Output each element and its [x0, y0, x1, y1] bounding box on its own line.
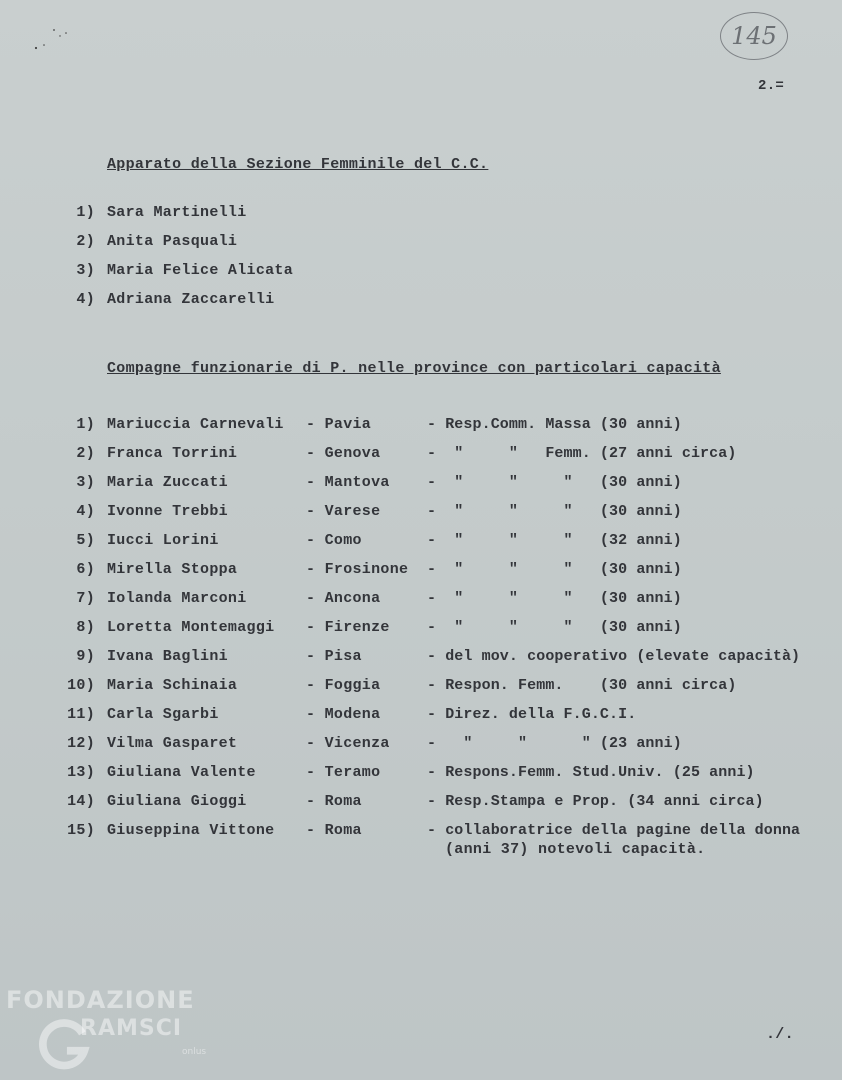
row-name: Giuseppina Vittone [107, 822, 275, 839]
row-note: - " " Femm. (27 anni circa) [427, 445, 737, 462]
row-city: - Frosinone [306, 561, 409, 578]
row-city: - Genova [306, 445, 381, 462]
list-item-name: Maria Felice Alicata [107, 262, 294, 279]
row-name: Ivonne Trebbi [107, 503, 228, 520]
row-note: - " " " (23 anni) [427, 735, 682, 752]
row-name: Maria Schinaia [107, 677, 238, 694]
row-name: Iolanda Marconi [107, 590, 247, 607]
row-name: Maria Zuccati [107, 474, 228, 491]
row-number: 13) [67, 764, 95, 781]
row-name: Iucci Lorini [107, 532, 219, 549]
row-note: - Direz. della F.G.C.I. [427, 706, 637, 723]
continuation-mark: ./. [766, 1026, 794, 1043]
watermark-logo [6, 986, 207, 1057]
page-number: 2.= [758, 78, 785, 94]
section-heading-compagne: Compagne funzionarie di P. nelle province con particolari capacità [107, 360, 721, 377]
row-number: 9) [76, 648, 95, 665]
list-item-name: Adriana Zaccarelli [107, 291, 275, 308]
row-city: - Firenze [306, 619, 390, 636]
list-item-name: Sara Martinelli [107, 204, 247, 221]
row-note: - " " " (30 anni) [427, 590, 682, 607]
row-note-continued: (anni 37) notevoli capacità. [445, 841, 706, 858]
row-number: 12) [67, 735, 95, 752]
list-item-number: 1) [76, 204, 95, 221]
ink-specks [30, 24, 80, 54]
row-city: - Roma [306, 822, 362, 839]
row-note: - Resp.Comm. Massa (30 anni) [427, 416, 682, 433]
list-item-number: 4) [76, 291, 95, 308]
row-name: Mirella Stoppa [107, 561, 238, 578]
row-city: - Vicenza [306, 735, 390, 752]
row-number: 1) [76, 416, 95, 433]
row-number: 5) [76, 532, 95, 549]
row-number: 3) [76, 474, 95, 491]
section-heading-apparato: Apparato della Sezione Femminile del C.C. [107, 156, 489, 173]
row-note: - Respon. Femm. (30 anni circa) [427, 677, 737, 694]
row-city: - Pavia [306, 416, 372, 433]
row-number: 4) [76, 503, 95, 520]
list-item-number: 3) [76, 262, 95, 279]
row-name: Mariuccia Carnevali [107, 416, 284, 433]
row-note: - " " " (32 anni) [427, 532, 682, 549]
row-name: Franca Torrini [107, 445, 238, 462]
row-number: 10) [67, 677, 95, 694]
row-note: - " " " (30 anni) [427, 619, 682, 636]
row-note: - del mov. cooperativo (elevate capacità) [427, 648, 801, 665]
row-number: 15) [67, 822, 95, 839]
folio-stamp: 145 [720, 12, 788, 60]
row-city: - Pisa [306, 648, 362, 665]
row-name: Ivana Baglini [107, 648, 228, 665]
row-city: - Ancona [306, 590, 381, 607]
row-city: - Como [306, 532, 362, 549]
row-name: Giuliana Valente [107, 764, 256, 781]
row-number: 8) [76, 619, 95, 636]
row-note: - " " " (30 anni) [427, 503, 682, 520]
row-city: - Mantova [306, 474, 390, 491]
row-name: Loretta Montemaggi [107, 619, 275, 636]
list-item-name: Anita Pasquali [107, 233, 238, 250]
row-number: 2) [76, 445, 95, 462]
row-city: - Foggia [306, 677, 381, 694]
row-note: - Resp.Stampa e Prop. (34 anni circa) [427, 793, 764, 810]
row-number: 6) [76, 561, 95, 578]
row-number: 7) [76, 590, 95, 607]
row-note: - Respons.Femm. Stud.Univ. (25 anni) [427, 764, 755, 781]
row-note: - " " " (30 anni) [427, 474, 682, 491]
row-number: 14) [67, 793, 95, 810]
row-city: - Modena [306, 706, 381, 723]
row-city: - Teramo [306, 764, 381, 781]
row-name: Carla Sgarbi [107, 706, 219, 723]
watermark-line3: onlus [182, 1047, 207, 1057]
watermark-line1: FONDAZIONE [6, 986, 195, 1014]
row-name: Vilma Gasparet [107, 735, 238, 752]
row-city: - Roma [306, 793, 362, 810]
row-note: - collaboratrice della pagine della donna [427, 822, 801, 839]
row-number: 11) [67, 706, 95, 723]
row-city: - Varese [306, 503, 381, 520]
row-name: Giuliana Gioggi [107, 793, 247, 810]
watermark-line2: RAMSCI [80, 1016, 183, 1041]
list-item-number: 2) [76, 233, 95, 250]
row-note: - " " " (30 anni) [427, 561, 682, 578]
